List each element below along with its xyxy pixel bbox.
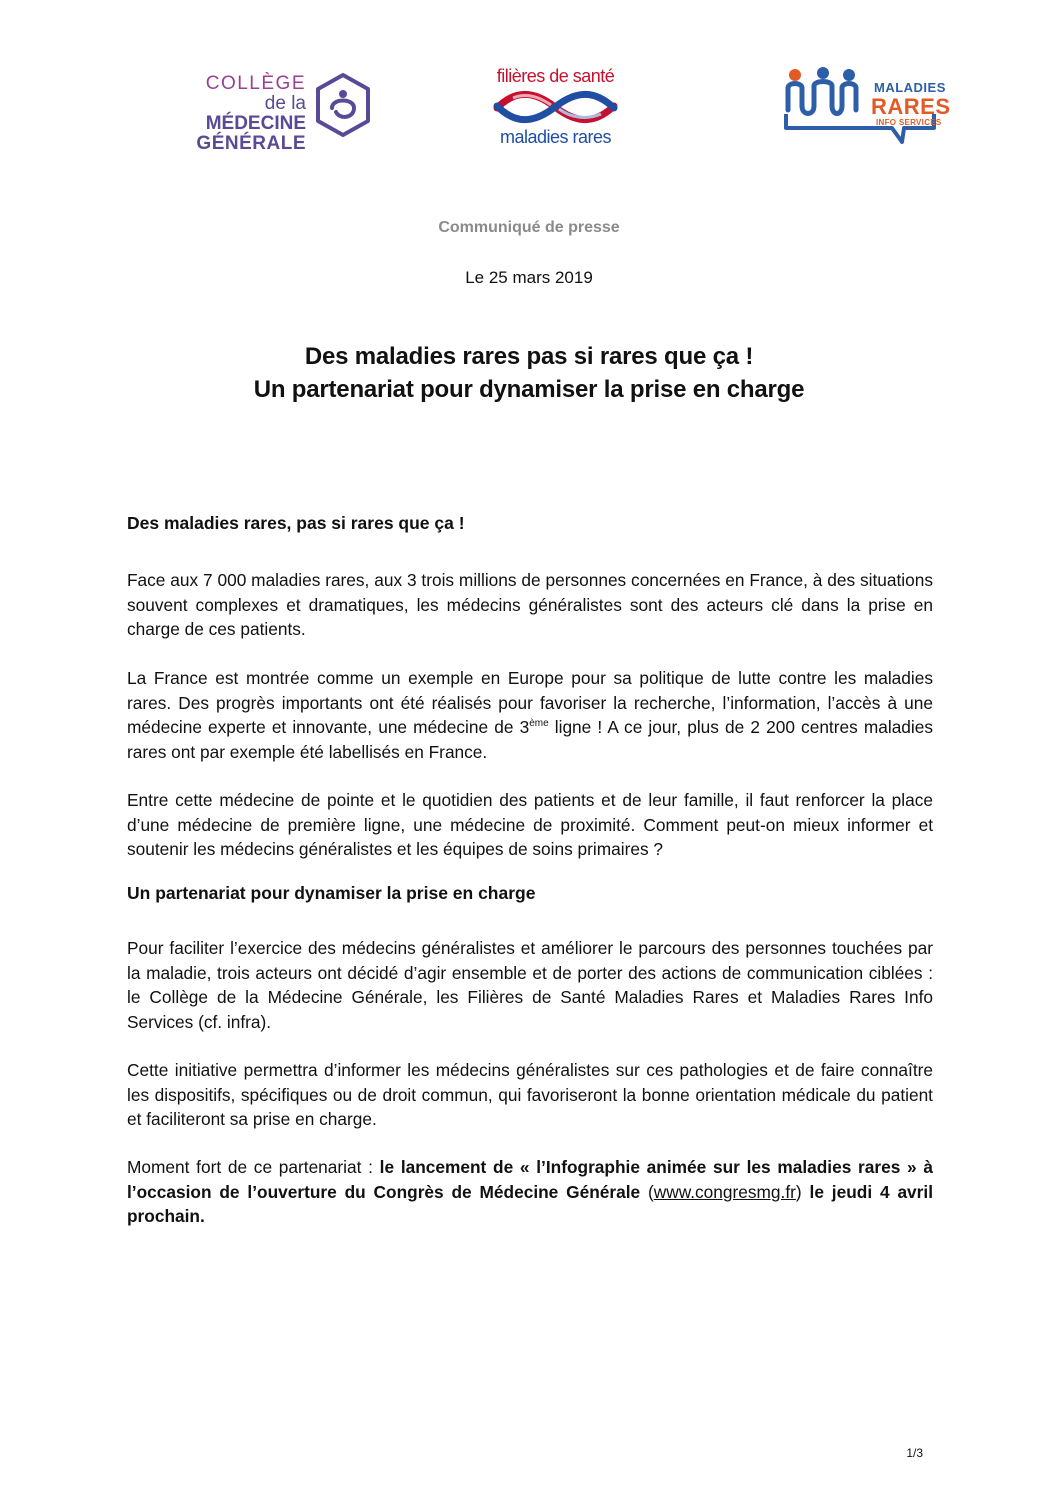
press-release-label: Communiqué de presse (438, 219, 620, 236)
release-date: Le 25 mars 2019 (465, 268, 593, 287)
document-title (0, 340, 1058, 406)
ordinal-superscript: ème (529, 718, 549, 730)
section2-p3-text (127, 1155, 933, 1229)
section2-paragraph1 (127, 936, 933, 1034)
college-medecine-generale-logo (196, 70, 376, 154)
section1-p2-text (127, 666, 933, 764)
section1-p2-part-a: La France est montrée comme un exemple en Europe pour sa politique de lutte contre les maladies rares. Des progrès importants ont été réalisés pour favoriser la recherche, l’information, l’accès à une médecine experte et innovante, une médecine de 3 (127, 668, 933, 737)
section2-p1-text: Pour faciliter l’exercice des médecins généralistes et améliorer le parcours des personnes touchées par la maladie, trois acteurs ont décidé d’agir ensemble et de porter des actions de communication ciblées : le Collège de la Médecine Générale, les Filières de Santé Maladies Rares et Maladies Rares Info Services (cf. infra). (127, 938, 933, 1032)
section1-p3-text: Entre cette médecine de pointe et le quotidien des patients et de leur famille, il faut renforcer la place d’une médecine de première ligne, une médecine de proximité. Comment peut-on mieux informer et soutenir les médecins généralistes et les équipes de soins primaires ? (127, 790, 933, 859)
filieres-sante-maladies-rares-logo (483, 66, 628, 154)
section2-paragraph3 (127, 1155, 933, 1229)
mris-logo-line1: MALADIES (874, 80, 946, 95)
document-title-line2: Un partenariat pour dynamiser la prise en charge (253, 376, 805, 403)
section2-heading: Un partenariat pour dynamiser la prise en charge (127, 883, 536, 903)
section2-p3-bold: le lancement de « l’Infographie animée sur les maladies rares » à l’occasion de l’ouverture du Congrès de Médecine Générale (127, 1157, 933, 1202)
mris-logo-line3: INFO SERVICES (876, 118, 942, 127)
college-logo-text (196, 74, 306, 154)
section2-p3-open-paren: ( (640, 1181, 654, 1202)
college-logo-line2-prefix: de la (264, 93, 306, 114)
college-logo-line2-bold: MÉDECINE (205, 113, 306, 134)
fsmr-logo-bottom: maladies rares (499, 127, 612, 147)
hexagon-person-icon (314, 72, 372, 138)
section1-heading: Des maladies rares, pas si rares que ça ! (127, 513, 465, 533)
section2-p3-close-paren: ) (795, 1181, 810, 1202)
fsmr-logo-top: filières de santé (496, 66, 615, 86)
congres-link[interactable]: www.congresmg.fr (653, 1181, 796, 1202)
section2-p2-text: Cette initiative permettra d’informer les médecins généralistes sur ces pathologies et de faire connaître les dispositifs, spécifiques ou de droit commun, qui favoriseront la bonne orientation médicale du patient et faciliteront sa prise en charge. (127, 1060, 933, 1129)
section1-paragraph1 (127, 568, 933, 642)
college-logo-line2 (196, 94, 306, 134)
maladies-rares-info-services-logo (784, 64, 951, 152)
page-number: 1/3 (906, 1446, 923, 1460)
section1-paragraph2 (127, 666, 933, 764)
college-logo-line3: GÉNÉRALE (196, 133, 306, 154)
college-logo-line1: COLLÈGE (205, 73, 306, 94)
section2-p3-intro: Moment fort de ce partenariat : (127, 1157, 380, 1177)
section1-paragraph3 (127, 788, 933, 862)
section1-p2-part-b: ligne ! A ce jour, plus de 2 200 centres maladies rares ont par exemple été labellisés en France. (127, 717, 934, 762)
document-title-line1: Des maladies rares pas si rares que ça ! (304, 343, 754, 370)
section2-paragraph2 (127, 1058, 933, 1132)
mris-logo-line2: RARES (871, 94, 951, 119)
section2-p3-bold-date: le jeudi 4 avril prochain. (127, 1181, 933, 1226)
section1-p1-text: Face aux 7 000 maladies rares, aux 3 trois millions de personnes concernées en France, à des situations souvent complexes et dramatiques, les médecins généralistes sont des acteurs clé dans la prise en charge de ces patients. (127, 570, 933, 639)
wave-ribbon-icon (493, 88, 618, 126)
